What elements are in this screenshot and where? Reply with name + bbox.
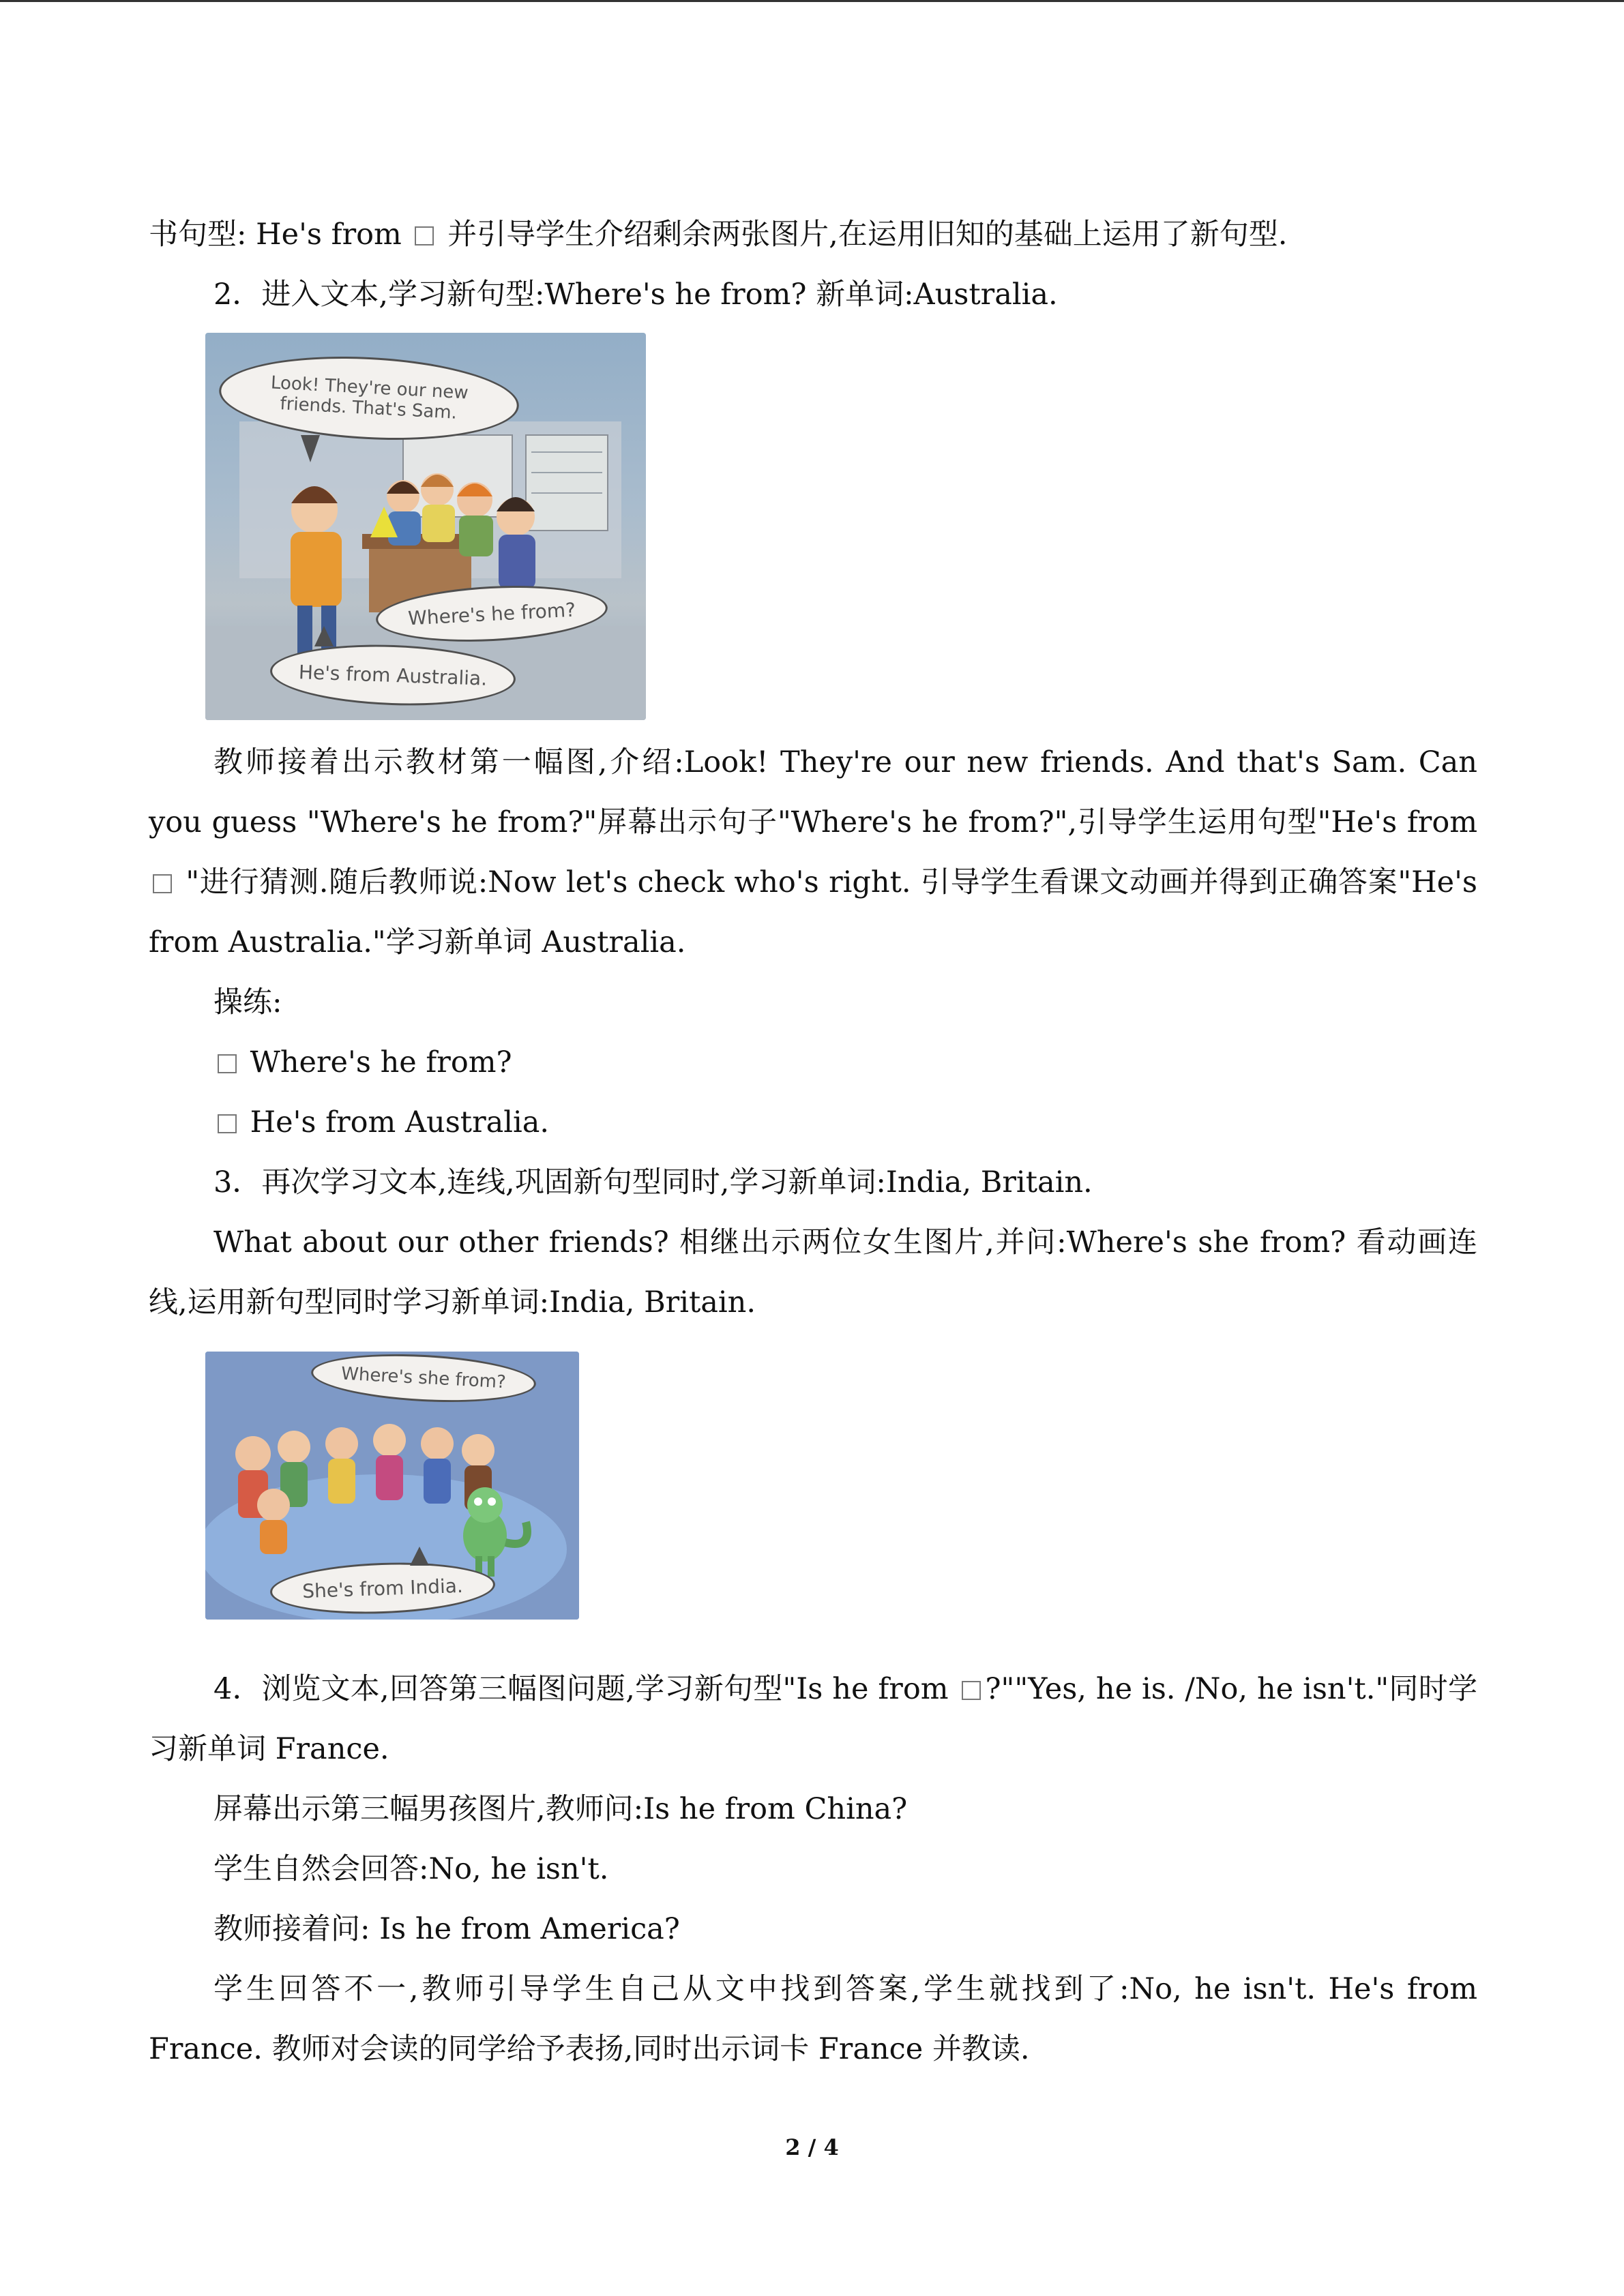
step-4-text-b: ?""Yes, he is. /No, he isn't."同时学习新单词 France. (149, 1672, 1477, 1766)
speech-bubble-australia: He's from Australia. (269, 641, 517, 710)
page-number: 2 / 4 (785, 2134, 839, 2160)
speech-bubble-where-he: Where's he from? (374, 580, 609, 647)
blank-box-icon (153, 874, 172, 893)
speech-bubble-look: Look! They're our new friends. That's Sam. (217, 350, 521, 447)
step-4-heading (149, 1659, 1477, 1779)
top-border-line (0, 0, 1624, 2)
speech-bubble-where-she: Where's she from? (310, 1352, 537, 1407)
drill-label: 操练: (213, 985, 282, 1019)
bullet-box-icon (218, 1114, 237, 1133)
step-4-text-a: 4．浏览文本,回答第三幅图问题,学习新句型"Is he from (213, 1672, 958, 1706)
speech-bubble-tail (410, 1547, 429, 1566)
blank-box-icon (962, 1681, 981, 1700)
bullet-box-icon (218, 1054, 237, 1073)
paragraph-3-text-b: "进行猜测.随后教师说:Now let's check who's right. 引导学生看课文动画并得到正确答案"He's from Australia."学习新单词 Australia. (149, 865, 1477, 959)
step-2-heading: 2．进入文本,学习新句型:Where's he from? 新单词:Australia. (213, 278, 1058, 312)
figure-classroom-illustration (205, 333, 646, 720)
drill-line-2 (149, 1092, 1477, 1152)
speech-bubble-tail (314, 626, 334, 646)
paragraph-1-text-b: 并引导学生介绍剩余两张图片,在运用旧知的基础上运用了新句型. (438, 218, 1288, 252)
paragraph-8: What about our other friends? 相继出示两位女生图片,并问:Where's she from? 看动画连线,运用新句型同时学习新单词:India, Britain. (149, 1225, 1477, 1320)
paragraph-12: 教师接着问: Is he from America? (213, 1912, 680, 1946)
paragraph-13: 学生回答不一,教师引导学生自己从文中找到答案,学生就找到了:No, he isn't. He's from France. 教师对会读的同学给予表扬,同时出示词卡 France 并教读. (149, 1972, 1477, 2066)
drill-line-1 (149, 1032, 1477, 1092)
speech-bubble-tail (301, 435, 320, 462)
drill-line-2-text: He's from Australia. (241, 1105, 550, 1139)
paragraph-10: 屏幕出示第三幅男孩图片,教师问:Is he from China? (213, 1792, 908, 1826)
paragraph-3 (149, 732, 1477, 972)
step-3-heading: 3．再次学习文本,连线,巩固新句型同时,学习新单词:India, Britain. (213, 1165, 1093, 1199)
paragraph-1-text-a: 书句型: He's from (149, 218, 411, 252)
blank-box-icon (415, 226, 434, 245)
paragraph-1 (149, 205, 1477, 265)
paragraph-11: 学生自然会回答:No, he isn't. (213, 1852, 609, 1886)
document-body (149, 205, 1477, 2079)
paragraph-3-text-a: 教师接着出示教材第一幅图,介绍:Look! They're our new friends. And that's Sam. Can you guess "Where's he from?"屏幕出示句子"Where's he from?",引导学生运用句型"He's from (149, 745, 1477, 839)
figure-circle-illustration (205, 1352, 579, 1620)
drill-line-1-text: Where's he from? (241, 1045, 512, 1079)
speech-bubble-india: She's from India. (269, 1559, 496, 1617)
